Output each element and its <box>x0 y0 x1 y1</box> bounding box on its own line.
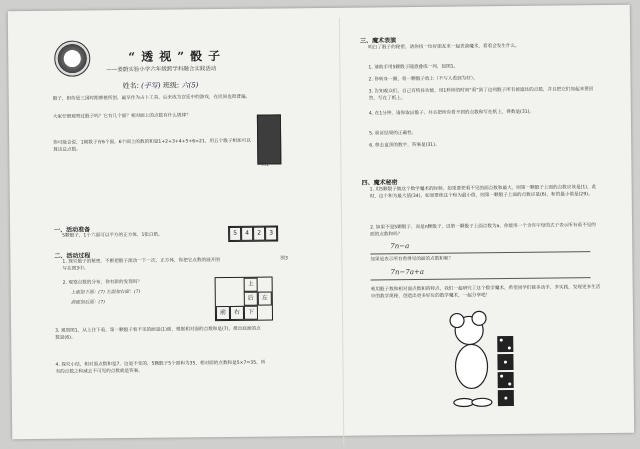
figure-3-label: 图3 <box>280 256 288 262</box>
magic-step-3: 3. 告知观众们，自己有特异功能，用1秒钟的时间“看”到了这列骰子所有被遮住的点数，并且把它们加起来要回答，写在了纸上。 <box>368 87 594 102</box>
name-class-line <box>123 80 199 91</box>
dice-stack-photo <box>257 114 282 164</box>
section-3-heading: 三、魔术表演 <box>360 37 397 45</box>
name-label: 姓名: <box>122 81 139 91</box>
secret-step-1: 1. 用5颗骰子做这个数学魔术的时候，如果要使看不见的面点数和最大，则第一颗骰子上面的点数应该是(1)，此时，这个和为最大值(34)，如果要使这个和为最小值，则第一颗骰子上面的点数应是(6)，和的最小值是(29)。 <box>369 185 597 200</box>
net-label: 后 <box>244 292 258 306</box>
magic-step-6: 6. 移去盒顶的数字，答案是(31)。 <box>369 142 440 149</box>
magic-step-1: 1. 请助手用5颗骰子随意叠成一列，如图1。 <box>368 64 459 71</box>
net-label: 右 <box>230 306 244 320</box>
section-1-heading: 一、活动准备 <box>54 226 91 234</box>
section-4-heading: 四、魔术秘密 <box>361 179 398 187</box>
intro-text: 骰子，相传是三国时期曹植所创，最早作为占卜工具，后来成为宫廷中的游戏，在民间也很普遍。 <box>52 94 251 102</box>
answer-line <box>370 251 590 254</box>
question-text: 你可能会说，1朝数子有6个面，6个面上的数的和是1+2+3+4+5+6=21，用五个骰子相加可以算出总点数。 <box>53 138 251 153</box>
intro-question: 大家仔细观察过骰子吗？它有几个面？相对面上的点数有什么规律？ <box>52 113 191 120</box>
page-subtitle: ——姜蔚实验小学六年级跨学科融合实践活动 <box>106 66 217 74</box>
net-label: 下 <box>244 306 258 320</box>
net-cell: 3 <box>265 226 277 240</box>
step-3-text: 3. 观察图1，从上往下看，第一颗骰子看不见的面是(1)面，根据相对面的点数和是(7)，推出底面的点数是(6)。 <box>55 326 261 341</box>
page-title: “透视”骰子 <box>128 48 227 65</box>
section-2-heading: 二、活动过程 <box>54 252 91 260</box>
school-logo-icon <box>54 40 90 76</box>
closing-text: 利用骰子数和相对面点数和的特点，我们一起研究了这个数学魔术，希望同学们能多动手，多实践，发现更多生活中的数学奥秘，创造出更多好玩的数学魔术，一起分享吧！ <box>370 285 601 300</box>
step-2a-answer: 上面加下面：(7) 左面加右面：(7) <box>70 289 141 296</box>
net-cell: 2 <box>253 227 265 241</box>
formula-answer-2: 7n−7a+a <box>390 267 425 277</box>
net-cell: 5 <box>229 227 241 241</box>
formula-answer: 7n−a <box>390 242 410 251</box>
step-2b-answer: 前面加后面：(7) <box>70 300 105 306</box>
magic-step-4: 4. 在1分钟，请你取出骰子，并且把所有看不到的点数和写在纸上，得数是(31)。 <box>368 109 535 117</box>
step-2-text: 2. 观察点数的分布，你有新的发现吗？ <box>62 279 143 286</box>
secret-step-2: 2. 如果不是5颗骰子，而是n颗骰子，设第一颗骰子上面点数为a，你能用一个含有字母的式子表示所有看不见的面的点数和吗？ <box>370 223 596 238</box>
secret-question-2: 加果是表示所有看得见的面的点数和呢？ <box>370 256 454 263</box>
name-value: (手写) <box>141 81 161 90</box>
figure-1-label: 图1 <box>261 162 269 168</box>
cartoon-mouse-illustration <box>441 306 532 417</box>
class-label: 班级: <box>162 81 180 90</box>
labelled-net-diagram <box>215 277 273 322</box>
worksheet-page <box>8 5 634 439</box>
magic-step-2: 2. 你转身一圈，将一颗骰子放上（不与人看到为好）。 <box>368 76 478 83</box>
net-cell: 4 <box>241 227 253 241</box>
step-4-text: 4. 探究小结，相对面点数和是7，这是不变的，5颗骰子5个面和为35，相对面的点数和是5×7=35，所有的点数之和减去不可见的点数就是答案。 <box>55 360 266 375</box>
net-label: 前 <box>216 306 230 320</box>
magic-intro: 明白了骰子的秘密，请你找一位好朋友来一起表演魔术，看看会发生什么。 <box>368 43 520 51</box>
preparation-text: 5颗骰子，1个六面可以平方的正方体，1张白纸。 <box>62 232 163 239</box>
fold-line <box>339 18 344 446</box>
class-value: 六(5) <box>181 81 199 90</box>
magic-step-5: 5. 验证结果的正确性。 <box>369 130 417 137</box>
step-1-text: 1. 探究骰子的秘密，不断把骰子滚动一下一次，正方体，你把它点数的展开图写在图3中。 <box>62 258 220 272</box>
net-label: 左 <box>258 292 272 306</box>
cube-net-sketch <box>228 225 278 242</box>
answer-line-2 <box>371 277 591 280</box>
net-label: 上 <box>244 278 258 292</box>
